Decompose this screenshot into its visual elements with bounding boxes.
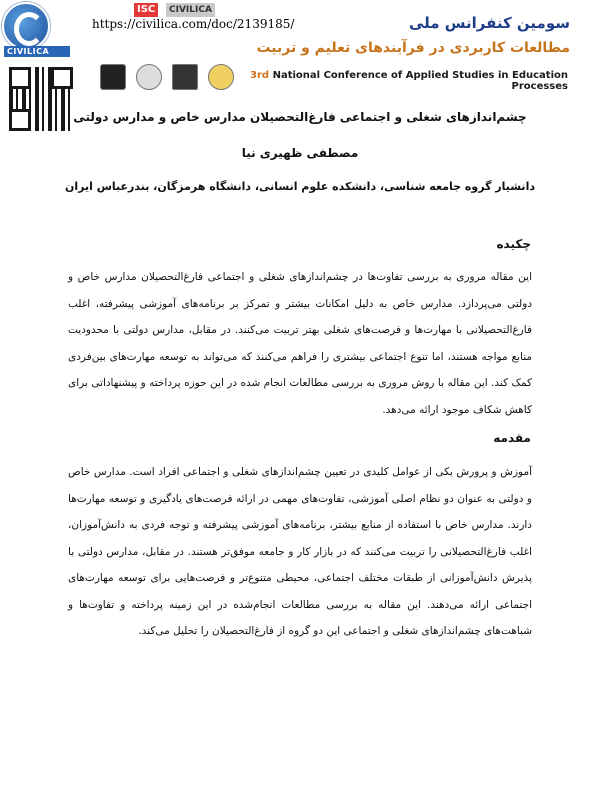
introduction-heading: مقدمه [493,431,531,445]
partner-logo-icon [100,64,126,90]
partner-logo-icon [172,64,198,90]
civilica-badge: CIVILICA [166,3,215,17]
conference-title-en [248,70,568,92]
paper-title: چشم‌اندازهای شغلی و اجتماعی فارغ‌التحصیلان مدارس خاص و مدارس دولتی [73,110,527,124]
conference-number: 3rd [250,70,270,81]
abstract-heading: چکیده [496,237,531,251]
emblem-icon [136,64,162,90]
introduction-paragraph: آموزش و پرورش یکی از عوامل کلیدی در تعیین چشم‌اندازهای شغلی و اجتماعی افراد است. مدارس خاص و دولتی به عنوان دو نظام اصلی آموزشی، تفاوت‌های مهمی در ارائه فرصت‌های یادگیری و توسعه مهارت‌ها دارند. مدارس خاص با استفاده از منابع بیشتر، برنامه‌های آموزشی پیشرفته و توجه فردی به دانش‌آموزان، اغلب فارغ‌التحصیلانی را تربیت می‌کنند که در بازار کار و جامعه موفق‌تر هستند. در مقابل، مدارس دولتی با پذیرش دانش‌آموزانی از طبقات مختلف اجتماعی، محیطی متنوع‌تر و فرصت‌هایی برای توسعه مهارت‌های اجتماعی ارائه می‌دهند. این مقاله به بررسی مطالعات انجام‌شده در این زمینه پرداخته و تفاوت‌ها و شباهت‌های چشم‌اندازهای شغلی و اجتماعی این دو گروه از فارغ‌التحصیلان را تحلیل می‌کند. [68,466,532,637]
paper-author: مصطفی ظهیری نیا [241,146,359,160]
isc-badge: ISC [134,3,158,17]
author-affiliation: دانشیار گروه جامعه شناسی، دانشکده علوم انسانی، دانشگاه هرمزگان، بندرعباس ایران [65,180,535,193]
conference-subtitle-fa: مطالعات کاربردی در فرآیندهای تعلیم و تربیت [256,40,570,56]
abstract-paragraph: این مقاله مروری به بررسی تفاوت‌ها در چشم‌اندازهای شغلی و اجتماعی فارغ‌التحصیلان مدارس خاص و دولتی می‌پردازد. مدارس خاص به دلیل امکانات بیشتر و تمرکز بر برنامه‌های آموزشی پیشرفته، اغلب فارغ‌التحصیلانی با مهارت‌ها و فرصت‌های شغلی بهتر تربیت می‌کنند. در مقابل، مدارس دولتی با محدودیت منابع مواجه هستند، اما تنوع اجتماعی بیشتری را فراهم می‌کنند که می‌تواند به توسعه مهارت‌های بین‌فردی کمک کند. این مقاله با روش مروری به بررسی مطالعات انجام شده در این حوزه پرداخته و پیشنهاداتی برای کاهش شکاف موجود ارائه می‌دهد. [68,271,532,416]
civilica-logo-text: CIVILICA [4,46,70,57]
civilica-logo-icon[interactable] [2,2,50,50]
partner-seal-icon [208,64,234,90]
conference-title-fa: سومین کنفرانس ملی [408,14,570,32]
partner-logos [100,64,240,94]
conference-name-en: National Conference of Applied Studies in Education Processes [272,70,568,92]
document-url[interactable]: https://civilica.com/doc/2139185/ [92,17,295,31]
